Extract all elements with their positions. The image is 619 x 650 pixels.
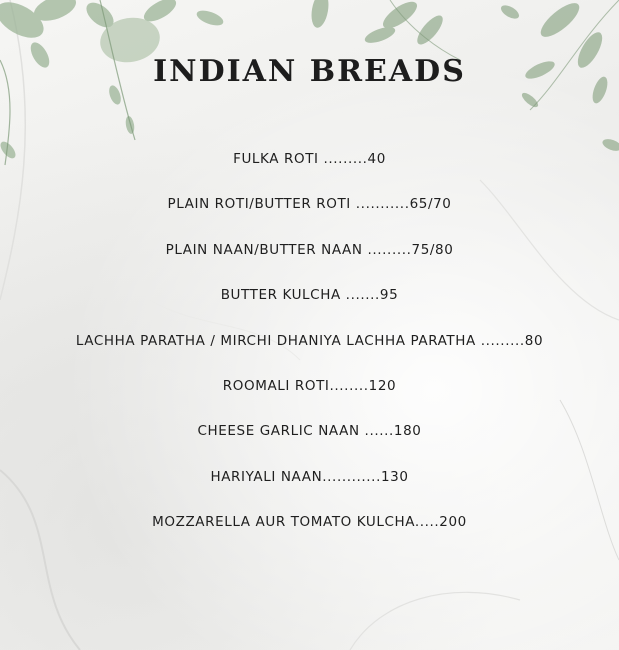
menu-item-butter-kulcha: BUTTER KULCHA .......95 [220, 287, 399, 304]
menu-item-roomali-roti: ROOMALI ROTI........120 [222, 377, 397, 394]
page-title: INDIAN BREADS [153, 54, 466, 89]
menu-item-mozzarella-tomato-kulcha: MOZZARELLA AUR TOMATO KULCHA.....200 [152, 514, 467, 531]
menu-item-hariyali-naan: HARIYALI NAAN............130 [210, 468, 409, 485]
menu-item-lachha-paratha: LACHHA PARATHA / MIRCHI DHANIYA LACHHA PARATHA .........80 [75, 332, 544, 349]
bread-menu-list [0, 150, 619, 559]
menu-item-plain-butter-naan: PLAIN NAAN/BUTTER NAAN .........75/80 [165, 241, 454, 258]
menu-item-fulka-roti: FULKA ROTI .........40 [233, 151, 386, 167]
menu-item-plain-butter-roti: PLAIN ROTI/BUTTER ROTI ...........65/70 [167, 196, 452, 213]
menu-item-cheese-garlic-naan: CHEESE GARLIC NAAN ......180 [197, 423, 422, 440]
